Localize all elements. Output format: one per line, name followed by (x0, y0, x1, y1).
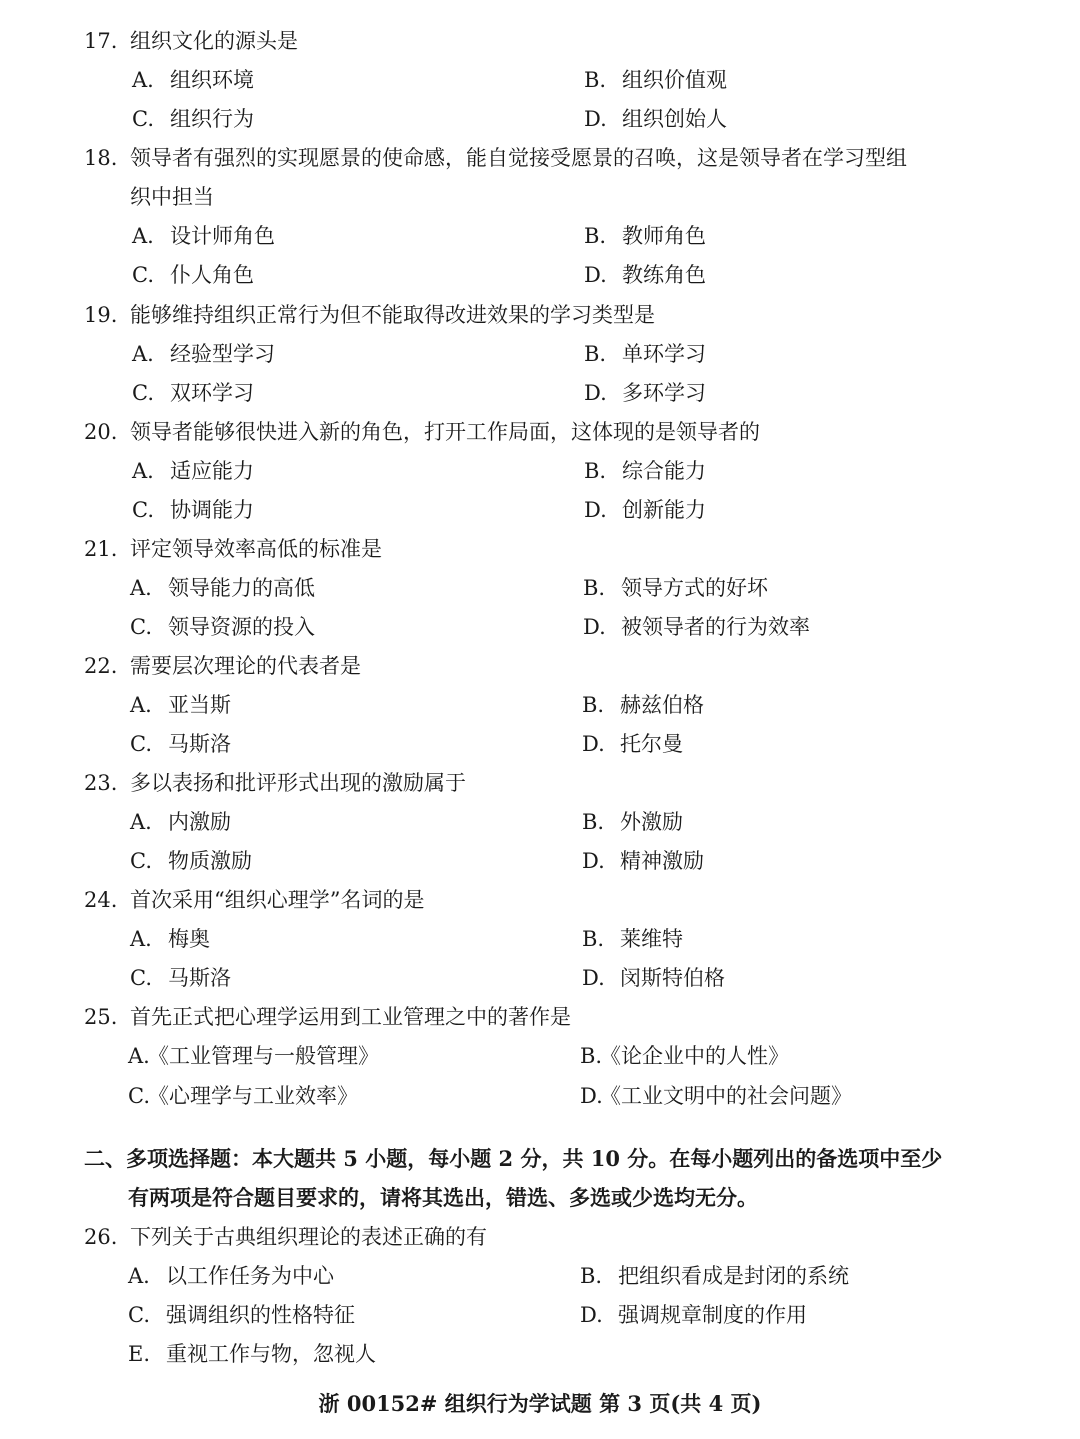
question-23 (84, 770, 466, 796)
option-26-c: C. 强调组织的性格特征 (128, 1303, 355, 1327)
option-24-b: B. 莱维特 (582, 927, 683, 951)
option-25-b: B.《论企业中的人性》 (580, 1044, 789, 1068)
option-18-c: C. 仆人角色 (132, 263, 254, 287)
option-22-a: A. 亚当斯 (130, 693, 231, 717)
option-17-a: A. 组织环境 (132, 68, 254, 92)
question-text: 评定领导效率高低的标准是 (130, 537, 382, 561)
question-26 (84, 1224, 487, 1250)
option-19-d: D. 多环学习 (584, 381, 706, 405)
question-number: 20. (84, 420, 118, 444)
question-text: 领导者有强烈的实现愿景的使命感，能自觉接受愿景的召唤，这是领导者在学习型组 (130, 146, 907, 170)
question-22 (84, 653, 361, 679)
question-text: 能够维持组织正常行为但不能取得改进效果的学习类型是 (130, 303, 655, 327)
question-18 (84, 145, 907, 171)
option-20-d: D. 创新能力 (584, 498, 706, 522)
option-24-a: A. 梅奥 (130, 927, 210, 951)
question-text: 首次采用“组织心理学”名词的是 (130, 888, 425, 912)
question-number: 21. (84, 537, 118, 561)
option-18-d: D. 教练角色 (584, 263, 706, 287)
option-25-c: C.《心理学与工业效率》 (128, 1084, 358, 1108)
option-25-d: D.《工业文明中的社会问题》 (580, 1084, 852, 1108)
question-24 (84, 887, 424, 913)
option-19-c: C. 双环学习 (132, 381, 254, 405)
question-number: 17. (84, 29, 118, 53)
option-21-d: D. 被领导者的行为效率 (583, 615, 810, 639)
question-18-continuation: 织中担当 (130, 185, 214, 209)
question-number: 22. (84, 654, 118, 678)
option-21-a: A. 领导能力的高低 (130, 576, 315, 600)
question-number: 23. (84, 771, 118, 795)
question-20 (84, 419, 760, 445)
question-text: 需要层次理论的代表者是 (130, 654, 361, 678)
option-20-c: C. 协调能力 (132, 498, 254, 522)
question-21 (84, 536, 382, 562)
question-text: 领导者能够很快进入新的角色，打开工作局面，这体现的是领导者的 (130, 420, 760, 444)
option-20-b: B. 综合能力 (584, 459, 706, 483)
option-26-e: E. 重视工作与物，忽视人 (128, 1342, 376, 1366)
page-footer: 浙 00152# 组织行为学试题 第 3 页(共 4 页) (318, 1391, 762, 1416)
option-20-a: A. 适应能力 (132, 459, 254, 483)
question-text: 组织文化的源头是 (130, 29, 298, 53)
section-2-heading-continuation: 有两项是符合题目要求的，请将其选出，错选、多选或少选均无分。 (128, 1185, 758, 1210)
option-22-d: D. 托尔曼 (582, 732, 683, 756)
question-17 (84, 28, 298, 54)
question-number: 25. (84, 1005, 118, 1029)
option-17-c: C. 组织行为 (132, 107, 254, 131)
option-21-b: B. 领导方式的好坏 (583, 576, 768, 600)
option-24-d: D. 闵斯特伯格 (582, 966, 725, 990)
option-23-b: B. 外激励 (582, 810, 683, 834)
option-22-b: B. 赫兹伯格 (582, 693, 704, 717)
option-21-c: C. 领导资源的投入 (130, 615, 315, 639)
question-text: 多以表扬和批评形式出现的激励属于 (130, 771, 466, 795)
question-25 (84, 1004, 571, 1030)
question-number: 26. (84, 1225, 118, 1249)
question-number: 24. (84, 888, 118, 912)
option-23-d: D. 精神激励 (582, 849, 704, 873)
option-24-c: C. 马斯洛 (130, 966, 231, 990)
option-19-b: B. 单环学习 (584, 342, 706, 366)
option-26-a: A. 以工作任务为中心 (128, 1264, 334, 1288)
question-number: 19. (84, 303, 118, 327)
option-23-c: C. 物质激励 (130, 849, 252, 873)
option-18-b: B. 教师角色 (584, 224, 706, 248)
option-19-a: A. 经验型学习 (132, 342, 275, 366)
option-25-a: A.《工业管理与一般管理》 (128, 1044, 379, 1068)
question-text: 下列关于古典组织理论的表述正确的有 (130, 1225, 487, 1249)
option-17-d: D. 组织创始人 (584, 107, 727, 131)
option-17-b: B. 组织价值观 (584, 68, 727, 92)
question-19 (84, 302, 655, 328)
option-18-a: A. 设计师角色 (132, 224, 275, 248)
option-22-c: C. 马斯洛 (130, 732, 231, 756)
option-26-b: B. 把组织看成是封闭的系统 (580, 1264, 849, 1288)
question-text: 首先正式把心理学运用到工业管理之中的著作是 (130, 1005, 571, 1029)
option-23-a: A. 内激励 (130, 810, 231, 834)
question-number: 18. (84, 146, 118, 170)
option-26-d: D. 强调规章制度的作用 (580, 1303, 807, 1327)
section-2-heading: 二、多项选择题：本大题共 5 小题，每小题 2 分，共 10 分。在每小题列出的备选项中至少 (84, 1146, 943, 1171)
